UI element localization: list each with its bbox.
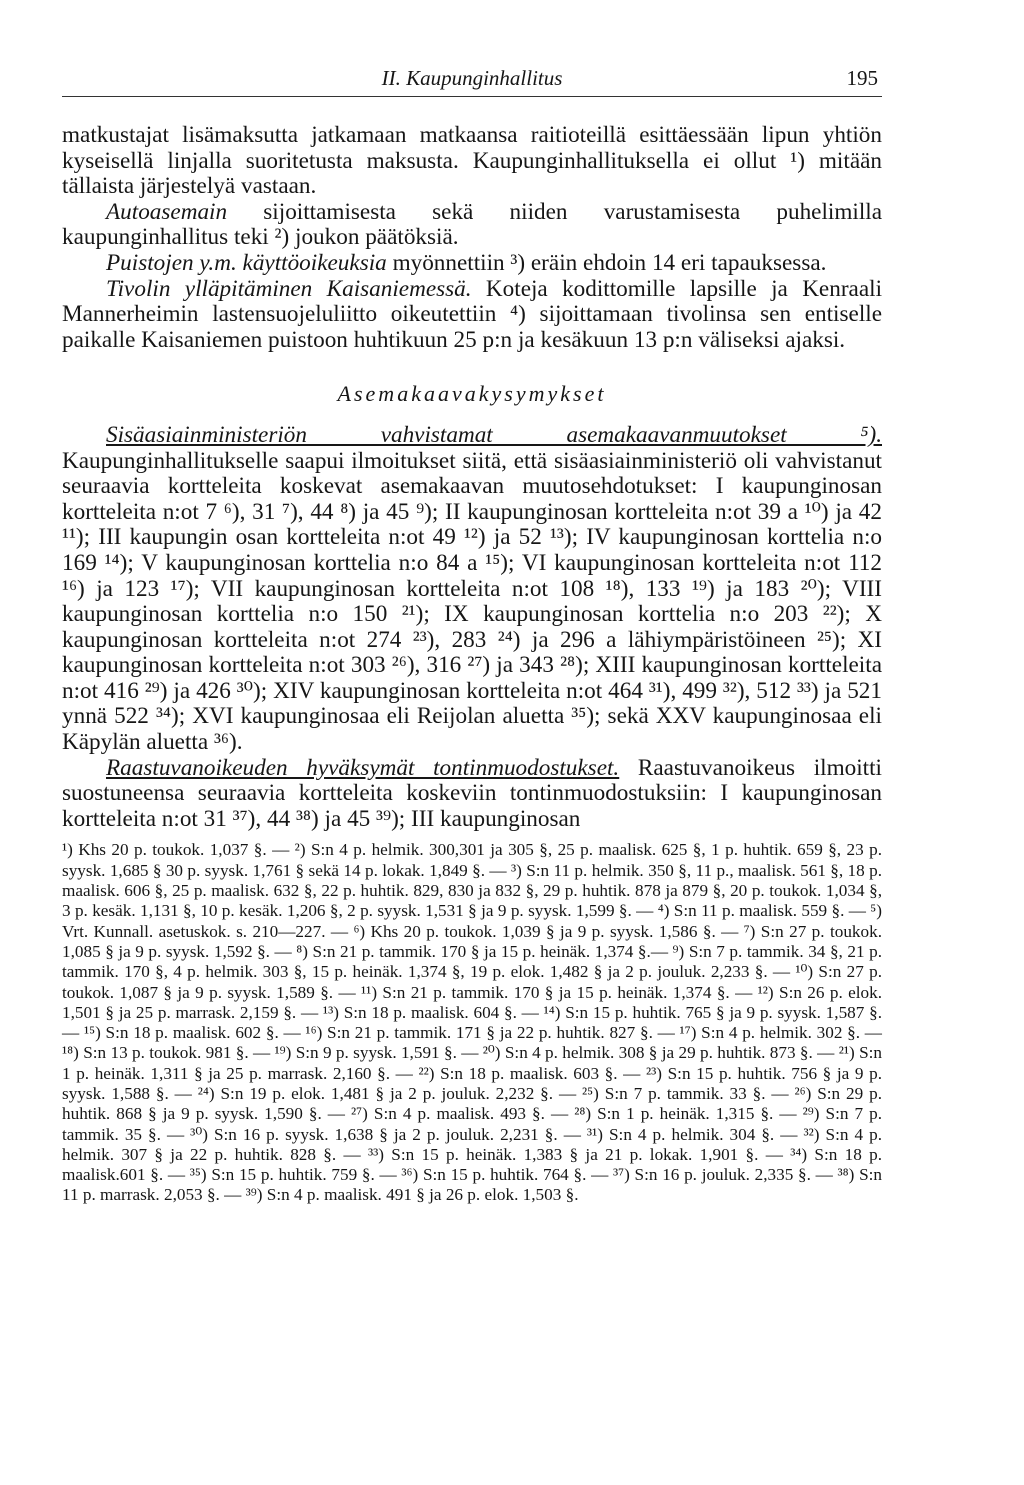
- paragraph-autoasemat: [62, 200, 882, 251]
- running-header: [62, 62, 882, 97]
- section-heading: Asemakaavakysymykset: [337, 381, 607, 407]
- paragraph-tivoli: [62, 277, 882, 354]
- paragraph-text: myönnettiin ³) eräin ehdoin 14 eri tapauksessa.: [392, 249, 827, 276]
- lead-in-autoasemat: Autoasemain: [106, 198, 228, 225]
- main-text: [62, 123, 882, 832]
- paragraph-text: Raastuvanoikeus ilmoitti suostuneensa seuraavia kortteleita koskeviin tontinmuodostuksiin: I kaupunginosan kortteleita n:ot 31 ³⁷), 44 ³⁸) ja 45 ³⁹); III kaupunginosan: [62, 754, 882, 832]
- lead-in-raastuvanoikeus: Raastuvanoikeuden hyväksymät tontinmuodostukset.: [106, 754, 620, 781]
- lead-in-tivoli: Tivolin ylläpitäminen Kaisaniemessä.: [106, 275, 472, 302]
- paragraph-text: Kaupunginhallitukselle saapui ilmoitukset siitä, että sisäasiainministeriö oli vahvistanut seuraavia kortteleita koskevat asemakaavan muutosehdotukset: I kaupunginosan kortteleita n:ot 7 ⁶), 31 ⁷), 44 ⁸) ja 45 ⁹); II kaupunginosan kortteleita n:ot 39 a ¹⁰) ja 42 ¹¹); III kaupungin osan kortteleita n:ot 49 ¹²) ja 52 ¹³); IV kaupunginosan korttelia n:o 169 ¹⁴); V kaupunginosan korttelia n:o 84 a ¹⁵); VI kaupunginosan kortteleita n:ot 112 ¹⁶) ja 123 ¹⁷); VII kaupunginosan kortteleita n:ot 108 ¹⁸), 133 ¹⁹) ja 183 ²⁰); VIII kaupunginosan korttelia n:o 150 ²¹); IX kaupunginosan korttelia n:o 203 ²²); X kaupunginosan kortteleita n:ot 274 ²³), 283 ²⁴) ja 296 a lähiympäristöineen ²⁵); XI kaupunginosan kortteleita n:ot 303 ²⁶), 316 ²⁷) ja 343 ²⁸); XIII kaupunginosan kortteleita n:ot 416 ²⁹) ja 426 ³⁰); XIV kaupunginosan kortteleita n:ot 464 ³¹), 499 ³²), 512 ³³) ja 521 ynnä 522 ³⁴); XVI kaupunginosaa eli Reijolan aluetta ³⁵); sekä XXV kaupunginosaa eli Käpylän aluetta ³⁶).: [62, 447, 882, 756]
- paragraph-continuation: matkustajat lisämaksutta jatkamaan matkaansa raitioteillä esittäessään lipun yhtiön kyseisellä linjalla suoritetusta maksusta. Kaupunginhallituksella ei ollut ¹) mitään tällaista järjestelyä vastaan.: [62, 122, 882, 200]
- chapter-title: II. Kaupunginhallitus: [381, 66, 563, 90]
- paragraph-text: sijoittamisesta sekä niiden varustamisesta puhelimilla kaupunginhallitus teki ²) joukon päätöksiä.: [62, 198, 883, 251]
- paragraph-asemakaava: [62, 423, 882, 756]
- page-number: 195: [846, 66, 878, 90]
- lead-in-asemakaava: Sisäasiainministeriön vahvistamat asemakaavanmuutokset ⁵).: [106, 421, 882, 448]
- paragraph-text: Koteja kodittomille lapsille ja Kenraali Mannerheimin lastensuojeluliitto oikeutettiin ⁴) sijoittamaan tivolinsa sen entiselle paikalle Kaisaniemen puistoon huhtikuun 25 p:n ja kesäkuun 13 p:n väliseksi ajaksi.: [62, 275, 883, 353]
- document-page: [62, 62, 882, 1206]
- lead-in-puistot: Puistojen y.m. käyttöoikeuksia: [106, 249, 387, 276]
- paragraph-puistot: [62, 251, 882, 277]
- footnotes: ¹) Khs 20 p. toukok. 1,037 §. — ²) S:n 4 p. helmik. 300,301 ja 305 §, 25 p. maalisk. 625 §, 1 p. huhtik. 659 §, 23 p. syysk. 1,685 § 30 p. syysk. 1,761 § sekä 14 p. lokak. 1,849 §. — ³) S:n 11 p. helmik. 350 §, 11 p., maalisk. 561 §, 18 p. maalisk. 606 §, 25 p. maalisk. 632 §, 22 p. huhtik. 829, 830 ja 832 §, 29 p. huhtik. 878 ja 879 §, 20 p. toukok. 1,034 §, 3 p. kesäk. 1,131 §, 10 p. kesäk. 1,206 §, 2 p. syysk. 1,531 § ja 9 p. syysk. 1,599 §. — ⁴) S:n 11 p. maalisk. 559 §. — ⁵) Vrt. Kunnall. asetuskok. s. 210—227. — ⁶) Khs 20 p. toukok. 1,039 § ja 9 p. syysk. 1,586 §. — ⁷) S:n 27 p. toukok. 1,085 § ja 9 p. syysk. 1,592 §. — ⁸) S:n 21 p. tammik. 170 § ja 15 p. heinäk. 1,374 §.— ⁹) S:n 7 p. tammik. 34 §, 21 p. tammik. 170 §, 4 p. helmik. 303 §, 15 p. heinäk. 1,374 §, 19 p. elok. 1,482 § ja 2 p. jouluk. 2,233 §. — ¹⁰) S:n 27 p. toukok. 1,087 § ja 9 p. syysk. 1,589 §. — ¹¹) S:n 21 p. tammik. 170 § ja 15 p. heinäk. 1,374 §. — ¹²) S:n 26 p. elok. 1,501 § ja 25 p. marrask. 2,159 §. — ¹³) S:n 18 p. maalisk. 604 §. — ¹⁴) S:n 15 p. huhtik. 765 § ja 9 p. syysk. 1,587 §. — ¹⁵) S:n 18 p. maalisk. 602 §. — ¹⁶) S:n 21 p. tammik. 171 § ja 22 p. huhtik. 827 §. — ¹⁷) S:n 4 p. helmik. 302 §. — ¹⁸) S:n 13 p. toukok. 981 §. — ¹⁹) S:n 9 p. syysk. 1,591 §. — ²⁰) S:n 4 p. helmik. 308 § ja 29 p. huhtik. 873 §. — ²¹) S:n 1 p. heinäk. 1,311 § ja 25 p. marrask. 2,160 §. — ²²) S:n 18 p. maalisk. 603 §. — ²³) S:n 15 p. huhtik. 756 § ja 9 p. syysk. 1,588 §. — ²⁴) S:n 19 p. elok. 1,481 § ja 2 p. jouluk. 2,232 §. — ²⁵) S:n 7 p. tammik. 33 §. — ²⁶) S:n 29 p. huhtik. 868 § ja 9 p. syysk. 1,590 §. — ²⁷) S:n 4 p. maalisk. 493 §. — ²⁸) S:n 1 p. heinäk. 1,315 §. — ²⁹) S:n 7 p. tammik. 35 §. — ³⁰) S:n 16 p. syysk. 1,638 § ja 2 p. jouluk. 2,231 §. — ³¹) S:n 4 p. helmik. 304 §. — ³²) S:n 4 p. helmik. 307 § ja 22 p. huhtik. 828 §. — ³³) S:n 15 p. heinäk. 1,383 § ja 21 p. lokak. 1,901 §. — ³⁴) S:n 18 p. maalisk.601 §. — ³⁵) S:n 15 p. huhtik. 759 §. — ³⁶) S:n 15 p. huhtik. 764 §. — ³⁷) S:n 16 p. jouluk. 2,335 §. — ³⁸) S:n 11 p. marrask. 2,053 §. — ³⁹) S:n 4 p. maalisk. 491 § ja 26 p. elok. 1,503 §.: [62, 840, 882, 1205]
- paragraph-raastuvanoikeus: [62, 756, 882, 833]
